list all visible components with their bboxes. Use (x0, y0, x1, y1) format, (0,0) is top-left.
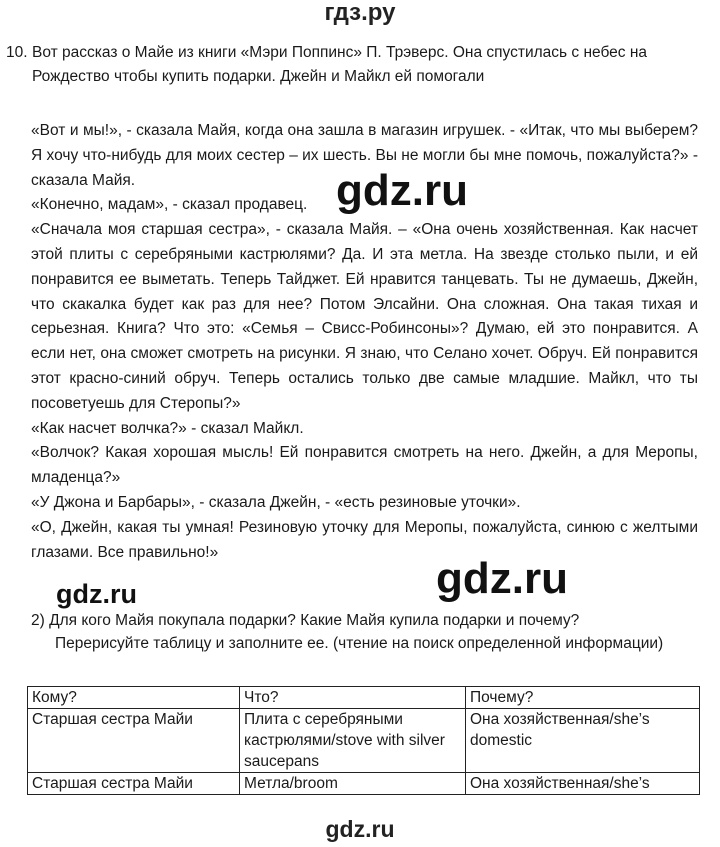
intro-line-2: Рождество чтобы купить подарки. Джейн и Майкл ей помогали (32, 68, 485, 85)
table-cell: Она хозяйственная/she’s domestic (466, 709, 700, 773)
table-row (28, 709, 700, 773)
watermark: gdz.ru (56, 579, 137, 609)
story-paragraph: «Конечно, мадам», - сказал продавец. (31, 196, 308, 214)
exercise-intro (6, 41, 714, 89)
table-row (28, 773, 700, 795)
header-why: Почему? (466, 687, 700, 709)
story-paragraph: «Сначала моя старшая сестра», - сказала Майя. – «Она очень хозяйственная. Как насчет этой плиты с серебряными кастрюлями? Да. И эта метла. На звезде столько пыли, и ей понравится ее выметать. Теперь Тайджет. Ей нравится танцевать. Ты не думаешь, Джейн, что скакалка будет как раз для нее? Потом Элсайни. Она сложная. Она такая тихая и серьезная. Книга? Что это: «Семья – Свисс-Робинсоны»? Думаю, ей это понравится. А если нет, она сможет смотреть на рисунки. Я знаю, что Селано хочет. Обруч. Ей понравится этот красно-синий обруч. Теперь остались только две самые младшие. Майкл, что ты посоветуешь для Стеропы?» (31, 221, 698, 412)
table-header-row (28, 687, 700, 709)
table-cell: Метла/broom (240, 773, 466, 795)
watermark: gdz.ru (436, 554, 568, 603)
exercise-number: 10. (6, 44, 28, 61)
intro-line-1: Вот рассказ о Майе из книги «Мэри Поппинс» П. Трэверс. Она спустилась с небес на (32, 44, 648, 61)
story-paragraph: «У Джона и Барбары», - сказала Джейн, - «есть резиновые уточки». (31, 493, 521, 511)
watermark: gdz.ru (336, 166, 468, 215)
table-cell: Старшая сестра Майи (28, 709, 240, 773)
answer-table (27, 686, 700, 795)
task-instruction: Перерисуйте таблицу и заполните ее. (чтение на поиск определенной информации) (55, 635, 664, 652)
site-header: гдз.ру (324, 0, 396, 26)
task-question: 2) Для кого Майя покупала подарки? Какие Майя купила подарки и почему? (31, 612, 580, 629)
table-cell: Старшая сестра Майи (28, 773, 240, 795)
site-footer: gdz.ru (325, 816, 395, 842)
story-paragraph: «О, Джейн, какая ты умная! Резиновую уточку для Меропы, пожалуйста, синюю с желтыми глазами. Все правильно!» (31, 518, 698, 561)
story-paragraph: «Волчок? Какая хорошая мысль! Ей понравится смотреть на него. Джейн, а для Меропы, младенца?» (31, 444, 698, 487)
task-block (31, 609, 701, 655)
header-whom: Кому? (28, 687, 240, 709)
table-cell: Она хозяйственная/she’s (466, 773, 700, 795)
header-what: Что? (240, 687, 466, 709)
table-cell: Плита с серебряными кастрюлями/stove with silver saucepans (240, 709, 466, 773)
story-paragraph: «Вот и мы!», - сказала Майя, когда она зашла в магазин игрушек. - «Итак, что мы выберем? Я хочу что-нибудь для моих сестер – их шесть. Вы не могли бы мне помочь, пожалуйста?» - сказала Майя. (31, 122, 698, 189)
story-paragraph: «Как насчет волчка?» - сказал Майкл. (31, 419, 304, 437)
